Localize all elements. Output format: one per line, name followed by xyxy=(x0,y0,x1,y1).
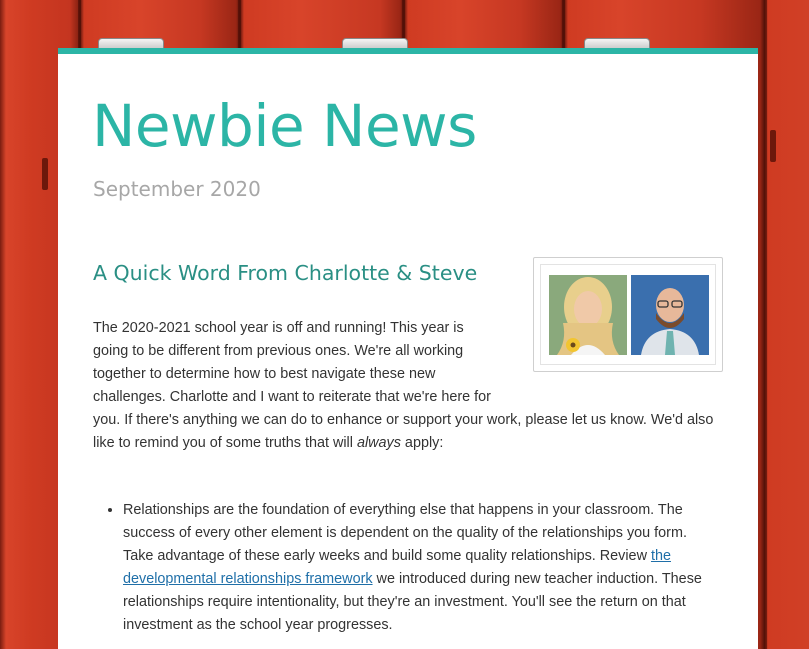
bullet-text-end: we introduced during new teacher induction. These relationships require intentionality, but they're an investment. You'll see the return on that investment as the school year progresses. xyxy=(123,571,702,633)
intro-emphasis: always xyxy=(356,435,401,451)
locker-seam xyxy=(764,0,767,649)
intro-text-end: apply: xyxy=(400,435,444,451)
photo-float-spacer xyxy=(493,317,721,409)
intro-text: The 2020-2021 school year is off and running! This year is going to be different from previous ones. We're all working together to determine how to best navigate these new challenges. Charlotte and I want to reiterate that we're here for you. If there's anything we can do to enhance or support your work, please let us know. We'd also like to remind you of some truths that will xyxy=(93,320,714,451)
intro-paragraph xyxy=(93,317,721,455)
newsletter-title: Newbie News xyxy=(92,92,477,160)
bullet-text: Relationships are the foundation of everything else that happens in your classroom. The success of every other element is dependent on the quality of the relationships you form. Take advantage of these early weeks and build some quality relationships. Review xyxy=(123,502,687,564)
list-item xyxy=(123,499,721,637)
newsletter-date: September 2020 xyxy=(93,177,261,201)
developmental-relationships-link[interactable]: the developmental relationships framework xyxy=(123,548,671,587)
newsletter-card xyxy=(58,48,758,649)
section-heading: A Quick Word From Charlotte & Steve xyxy=(93,261,478,285)
locker-hinge xyxy=(42,158,48,190)
truths-list xyxy=(93,499,721,637)
locker-hinge xyxy=(770,130,776,162)
